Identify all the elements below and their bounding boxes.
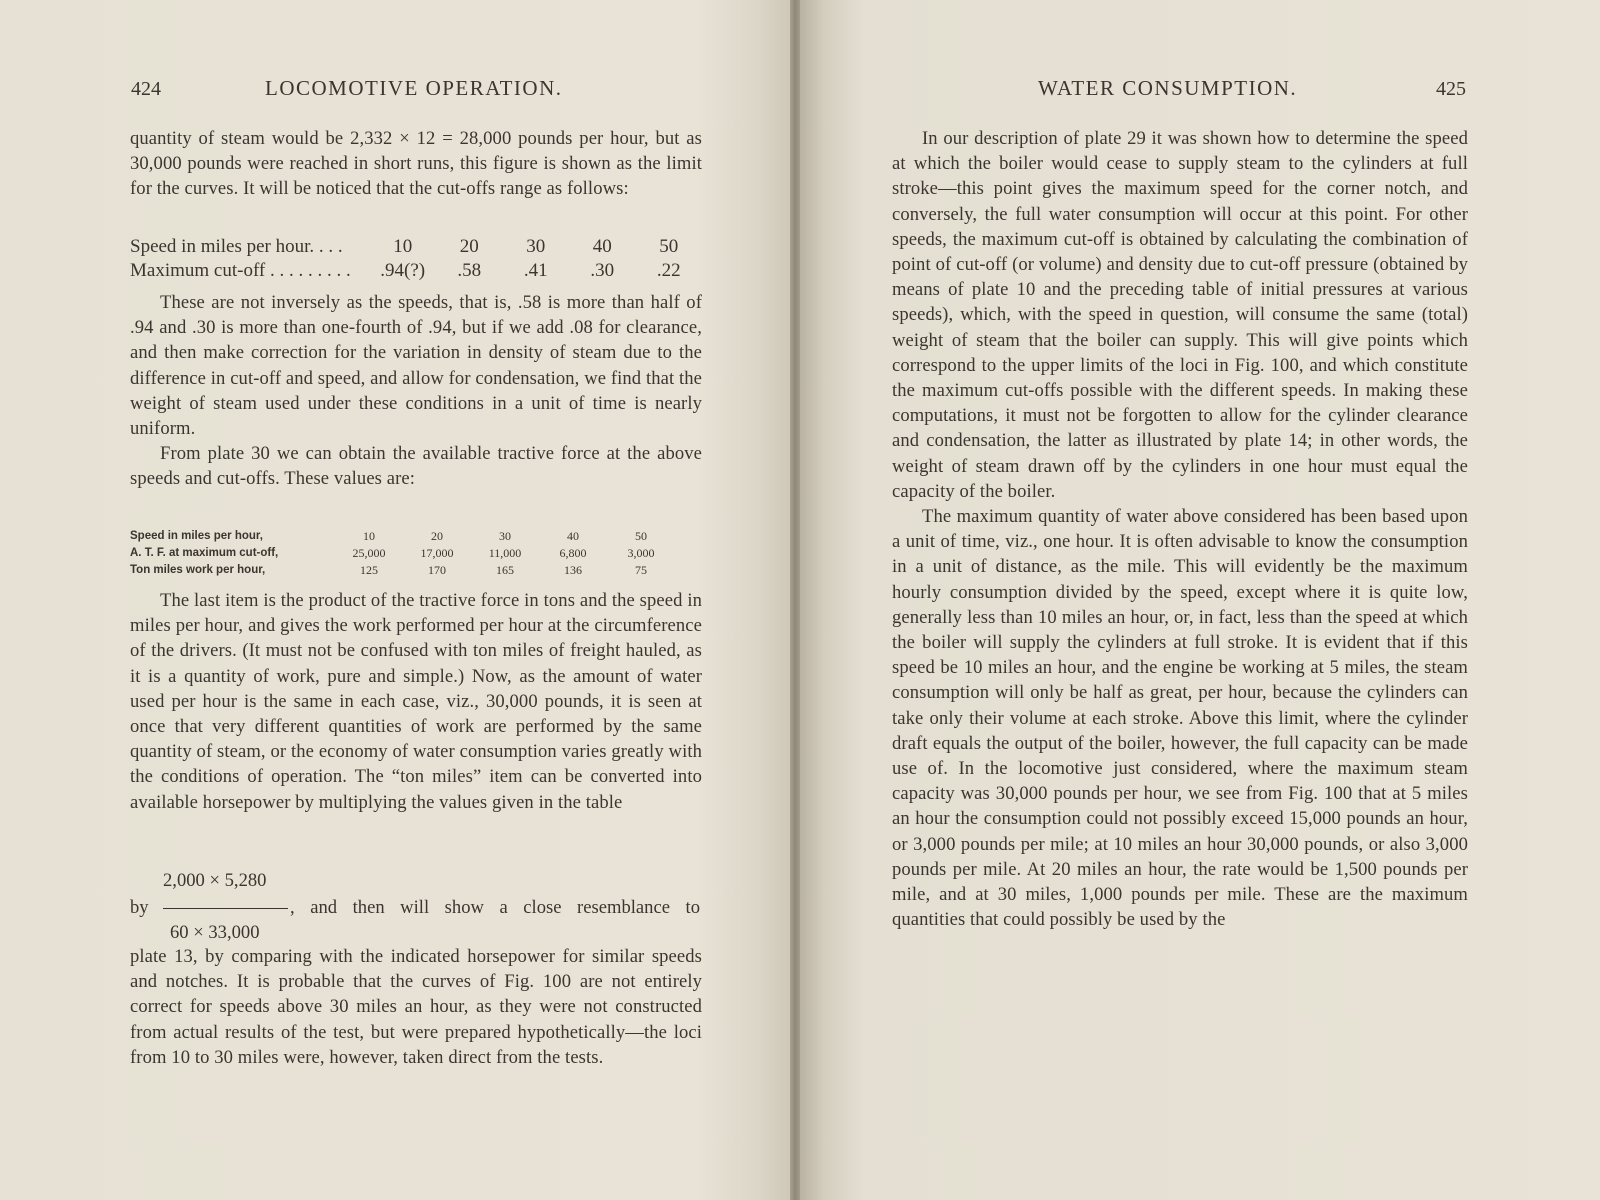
table-cell: 20	[431, 529, 443, 543]
cutoff-table-cell: 20	[459, 236, 479, 257]
paragraph: In our description of plate 29 it was shown how to determine the speed at which the boiler would cease to supply steam to the cylinders at full stroke—this point gives the maximum speed for the corner notch, and conversely, the full water consumption will occur at this point. For other speeds, the maximum cut-off is obtained by calculating the combination of point of cut-off (or volume) and density due to cut-off pressure (obtained by means of plate 10 and the preceding table of initial pressures at various speeds), which, with the speed in question, will consume the same (total) weight of steam that the boiler can supply. This will give points which correspond to the upper limits of the loci in Fig. 100, and which constitute the maximum cut-offs possible with the different speeds. In making these computations, it must not be forgotten to allow for the cylinder clearance and condensation, the latter as illustrated by plate 14; in other words, the weight of steam drawn off by the cylinders in one hour must equal the capacity of the boiler.	[892, 128, 1468, 502]
cutoff-table-speed-label: Speed in miles per hour. . . .	[130, 236, 343, 257]
right-text	[892, 126, 1468, 933]
paragraph: From plate 30 we can obtain the available tractive force at the above speeds and cut-offs. These values are:	[130, 443, 702, 490]
cutoff-table-cell: .30	[590, 260, 615, 281]
cutoff-table-cell: 40	[592, 236, 612, 257]
fraction-numerator: 2,000 × 5,280	[163, 870, 267, 891]
fraction-bar	[163, 908, 288, 909]
table-cell: 50	[635, 529, 647, 543]
table-cell: 170	[428, 563, 446, 577]
cutoff-table-cell: .58	[457, 260, 482, 281]
page-number-right: 425	[1436, 78, 1466, 100]
table-row-label: Speed in miles per hour,	[130, 530, 263, 542]
running-head-right: WATER CONSUMPTION.	[1038, 76, 1298, 100]
right-page	[800, 0, 1600, 1200]
tractive-force-table	[130, 528, 675, 579]
table-cell: 30	[499, 529, 511, 543]
table-cell: 10	[363, 529, 375, 543]
fraction-by: by	[130, 897, 149, 918]
cutoff-table-cell: 10	[393, 236, 413, 257]
table-row-label: A. T. F. at maximum cut-off,	[130, 547, 279, 559]
table-cell: 125	[360, 563, 378, 577]
table-cell: 75	[635, 563, 647, 577]
fraction-continuation: , and then will show a close resemblance to	[290, 897, 700, 918]
table-cell: 17,000	[420, 546, 454, 560]
table-row	[130, 545, 675, 562]
table-cell: 136	[564, 563, 582, 577]
left-para-1	[130, 126, 702, 202]
table-row	[130, 528, 675, 545]
paragraph: The maximum quantity of water above considered has been based upon a unit of time, viz., one hour. It is often advisable to know the consumption in a unit of distance, as the mile. This will evidently be the maximum hourly consumption divided by the speed, except where it is quite low, generally less than 10 miles an hour, or, in fact, less than the speed at which the boiler will supply the cylinders at full stroke. It is evident that if this speed be 10 miles an hour, and the engine be working at 5 miles, the steam consumption will only be half as great, per hour, because the cylinders can take only their volume at each stroke. Above this limit, where the cylinder draft equals the output of the boiler, however, the full capacity can be made use of. In the locomotive just considered, where the maximum steam capacity was 30,000 pounds per hour, we see from Fig. 100 that at 5 miles an hour the consumption could not possibly exceed 15,000 pounds an hour, or 3,000 pounds per mile; at 10 miles an hour 30,000 pounds, or also 3,000 pounds per mile. At 20 miles an hour, the rate would be 1,500 pounds per mile, and at 30 miles, 1,000 pounds per mile. These are the maximum quantities that could possibly be used by the	[892, 506, 1468, 931]
paragraph: plate 13, by comparing with the indicated horsepower for similar speeds and notches. It is probable that the curves of Fig. 100 are not entirely correct for speeds above 30 miles an hour, as they were not constructed from actual results of the test, but were prepared hypothetically—the loci from 10 to 30 miles were, however, taken direct from the tests.	[130, 946, 702, 1068]
running-head-left: LOCOMOTIVE OPERATION.	[265, 76, 563, 100]
left-para-2-3	[130, 290, 702, 492]
paragraph: quantity of steam would be 2,332 × 12 = 28,000 pounds per hour, but as 30,000 pounds were reached in short runs, this figure is shown as the limit for the curves. It will be noticed that the cut-offs range as follows:	[130, 128, 702, 200]
cutoff-table-cell: .41	[523, 260, 548, 281]
page-number-left: 424	[131, 78, 161, 100]
table-cell: 11,000	[488, 546, 522, 560]
table-row-label: Ton miles work per hour,	[130, 564, 266, 576]
table-cell: 6,800	[559, 546, 587, 560]
left-page	[0, 0, 790, 1200]
table-cell: 3,000	[627, 546, 655, 560]
table-row	[130, 562, 675, 579]
cutoff-table-cell: .22	[656, 260, 681, 281]
cutoff-table-cutoff-row	[130, 259, 702, 283]
cutoff-table-cell: .94(?)	[380, 260, 426, 281]
cutoff-table-speed-row	[130, 235, 702, 259]
table-cell: 165	[496, 563, 514, 577]
cutoff-table-cell: 50	[659, 236, 679, 257]
cutoff-table	[130, 235, 702, 283]
table-cell: 40	[567, 529, 579, 543]
left-para-5	[130, 944, 702, 1070]
paragraph: The last item is the product of the tractive force in tons and the speed in miles per hour, and gives the work performed per hour at the circumference of the drivers. (It must not be confused with ton miles of freight hauled, as it is a quantity of work, pure and simple.) Now, as the amount of water used per hour is the same in each case, viz., 30,000 pounds, it is seen at once that very different quantities of work are performed by the same quantity of steam, or the economy of water consumption varies greatly with the conditions of operation. The “ton miles” item can be converted into available horsepower by multiplying the values given in the table	[130, 590, 702, 813]
book-gutter	[790, 0, 800, 1200]
paragraph: These are not inversely as the speeds, that is, .58 is more than half of .94 and .30 is more than one-fourth of .94, but if we add .08 for clearance, and then make correction for the variation in density of steam due to the difference in cut-off and speed, and allow for condensation, we find that the weight of steam used under these conditions in a unit of time is nearly uniform.	[130, 292, 702, 440]
cutoff-table-cutoff-label: Maximum cut-off . . . . . . . . .	[130, 260, 351, 281]
fraction-denominator: 60 × 33,000	[170, 922, 260, 943]
cutoff-table-cell: 30	[526, 236, 546, 257]
left-para-4	[130, 588, 702, 815]
table-cell: 25,000	[352, 546, 386, 560]
